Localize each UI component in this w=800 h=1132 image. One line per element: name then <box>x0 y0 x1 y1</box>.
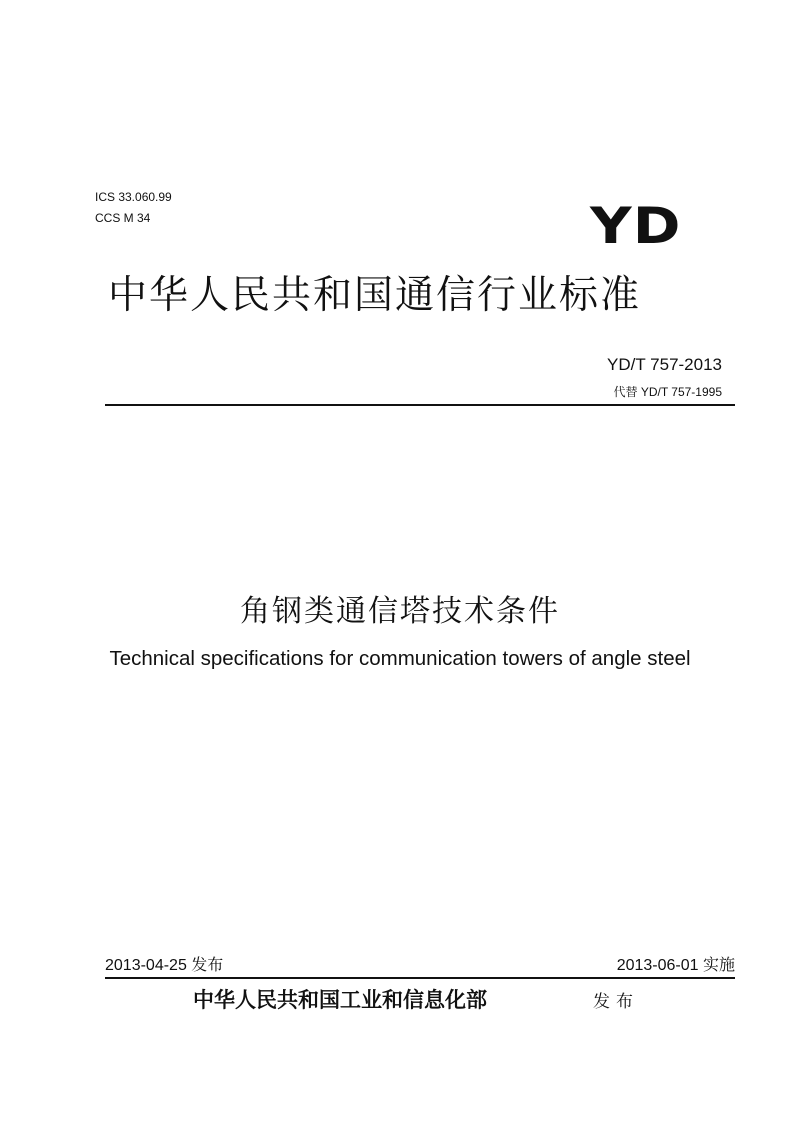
standard-number: YD/T 757-2013 <box>607 355 722 374</box>
replaces-standard: 代替 YD/T 757-1995 <box>613 385 722 399</box>
document-title-english: Technical specifications for communication towers of angle steel <box>109 647 691 670</box>
yd-logo: YD <box>590 197 682 255</box>
bottom-divider <box>105 977 735 979</box>
publish-date: 2013-04-25 发布 <box>105 957 224 974</box>
issuing-authority: 中华人民共和国工业和信息化部 <box>193 987 487 1012</box>
industry-standard-title: 中华人民共和国通信行业标准 <box>108 273 642 318</box>
top-divider <box>105 404 735 406</box>
implementation-date: 2013-06-01 实施 <box>616 957 735 974</box>
issue-label: 发布 <box>593 992 639 1012</box>
ccs-code: CCS M 34 <box>95 211 151 225</box>
ics-code: ICS 33.060.99 <box>95 190 172 204</box>
document-title-chinese: 角钢类通信塔技术条件 <box>240 594 560 629</box>
